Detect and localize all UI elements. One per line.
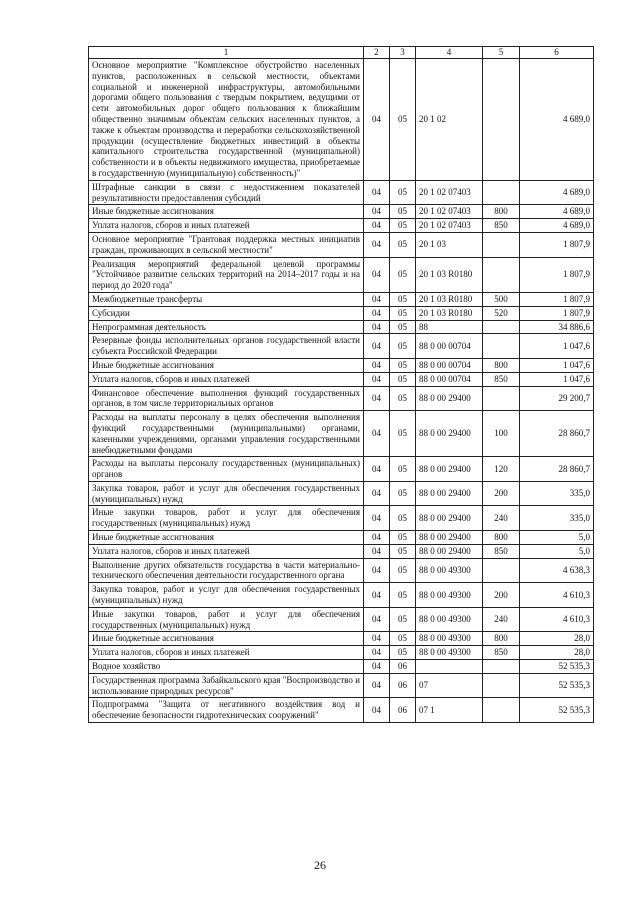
amount-cell: 1 807,9	[520, 232, 594, 257]
subsection-code-cell: 05	[390, 583, 416, 608]
expense-type-cell	[483, 180, 520, 205]
target-article-cell: 88 0 00 29400	[416, 506, 483, 531]
subsection-code-cell: 05	[390, 292, 416, 306]
item-name-cell: Иные бюджетные ассигнования	[89, 531, 364, 545]
subsection-code-cell: 05	[390, 232, 416, 257]
target-article-cell: 20 1 02 07403	[416, 205, 483, 219]
table-row	[89, 334, 594, 359]
column-header: 5	[483, 47, 520, 59]
section-code-cell: 04	[364, 219, 390, 233]
target-article-cell: 88 0 00 29400	[416, 457, 483, 482]
section-code-cell: 04	[364, 372, 390, 386]
column-header: 2	[364, 47, 390, 59]
section-code-cell: 04	[364, 544, 390, 558]
amount-cell: 4 689,0	[520, 59, 594, 181]
header-row	[89, 47, 594, 59]
section-code-cell: 04	[364, 607, 390, 632]
item-name-cell: Реализация мероприятий федеральной целевой программы "Устойчивое развитие сельских территорий на 2014–2017 годы и на период до 2020 года"	[89, 257, 364, 292]
subsection-code-cell: 05	[390, 219, 416, 233]
item-name-cell: Основное мероприятие "Комплексное обустройство населенных пунктов, расположенных в сельской местности, объектами социальной и инженерной инфраструктуры, автомобильными дорогами общего пользования с твердым покрытием, ведущими от сети автомобильных дорог общего пользования к ближайшим общественно значимым объектам сельских населенных пунктов, а также к объектам производства и переработки сельскохозяйственной продукции (осуществление бюджетных инвестиций в объекты капитального строительства государственной (муниципальной) собственности и в объекты недвижимого имущества, приобретаемые в государственную (муниципальную) собственность)"	[89, 59, 364, 181]
expense-type-cell: 500	[483, 292, 520, 306]
section-code-cell: 04	[364, 358, 390, 372]
amount-cell: 52 535,3	[520, 660, 594, 674]
expense-type-cell	[483, 386, 520, 411]
item-name-cell: Расходы на выплаты персоналу государственных (муниципальных) органов	[89, 457, 364, 482]
section-code-cell: 04	[364, 59, 390, 181]
section-code-cell: 04	[364, 320, 390, 334]
subsection-code-cell: 05	[390, 632, 416, 646]
expense-type-cell: 240	[483, 506, 520, 531]
target-article-cell	[416, 660, 483, 674]
target-article-cell: 20 1 02 07403	[416, 180, 483, 205]
item-name-cell: Уплата налогов, сборов и иных платежей	[89, 219, 364, 233]
section-code-cell: 04	[364, 386, 390, 411]
table-row	[89, 232, 594, 257]
target-article-cell: 88 0 00 00704	[416, 372, 483, 386]
amount-cell: 5,0	[520, 544, 594, 558]
target-article-cell: 88 0 00 29400	[416, 531, 483, 545]
table-row	[89, 673, 594, 698]
table-row	[89, 219, 594, 233]
expense-type-cell: 200	[483, 583, 520, 608]
amount-cell: 52 535,3	[520, 673, 594, 698]
target-article-cell: 88 0 00 49300	[416, 632, 483, 646]
table-row	[89, 506, 594, 531]
item-name-cell: Государственная программа Забайкальского края "Воспроизводство и использование природных ресурсов"	[89, 673, 364, 698]
subsection-code-cell: 05	[390, 205, 416, 219]
target-article-cell: 88 0 00 29400	[416, 544, 483, 558]
table-row	[89, 372, 594, 386]
item-name-cell: Штрафные санкции в связи с недостижением показателей результативности предоставления субсидий	[89, 180, 364, 205]
expense-type-cell: 240	[483, 607, 520, 632]
expense-type-cell: 100	[483, 411, 520, 457]
column-header: 1	[89, 47, 364, 59]
expense-type-cell: 800	[483, 205, 520, 219]
item-name-cell: Выполнение других обязательств государства в части материально-технического обеспечения деятельности государственного органа	[89, 558, 364, 583]
amount-cell: 34 886,6	[520, 320, 594, 334]
section-code-cell: 04	[364, 660, 390, 674]
table-row	[89, 531, 594, 545]
subsection-code-cell: 05	[390, 386, 416, 411]
expense-type-cell	[483, 660, 520, 674]
table-row	[89, 320, 594, 334]
target-article-cell: 20 1 03	[416, 232, 483, 257]
target-article-cell: 88	[416, 320, 483, 334]
section-code-cell: 04	[364, 306, 390, 320]
amount-cell: 28,0	[520, 646, 594, 660]
subsection-code-cell: 05	[390, 544, 416, 558]
target-article-cell: 20 1 03 R0180	[416, 257, 483, 292]
subsection-code-cell: 05	[390, 306, 416, 320]
section-code-cell: 04	[364, 583, 390, 608]
table-row	[89, 481, 594, 506]
table-row	[89, 698, 594, 723]
subsection-code-cell: 05	[390, 558, 416, 583]
subsection-code-cell: 05	[390, 531, 416, 545]
table-row	[89, 386, 594, 411]
amount-cell: 335,0	[520, 506, 594, 531]
column-header: 3	[390, 47, 416, 59]
amount-cell: 28 860,7	[520, 457, 594, 482]
target-article-cell: 07	[416, 673, 483, 698]
subsection-code-cell: 05	[390, 372, 416, 386]
section-code-cell: 04	[364, 558, 390, 583]
table-row	[89, 646, 594, 660]
amount-cell: 335,0	[520, 481, 594, 506]
expense-type-cell: 800	[483, 531, 520, 545]
table-row	[89, 59, 594, 181]
item-name-cell: Закупка товаров, работ и услуг для обеспечения государственных (муниципальных) нужд	[89, 481, 364, 506]
section-code-cell: 04	[364, 411, 390, 457]
section-code-cell: 04	[364, 646, 390, 660]
amount-cell: 5,0	[520, 531, 594, 545]
table-row	[89, 306, 594, 320]
table-row	[89, 607, 594, 632]
target-article-cell: 88 0 00 00704	[416, 334, 483, 359]
subsection-code-cell: 05	[390, 257, 416, 292]
item-name-cell: Иные закупки товаров, работ и услуг для обеспечения государственных (муниципальных) нужд	[89, 607, 364, 632]
table-body	[89, 59, 594, 723]
table-row	[89, 660, 594, 674]
expense-type-cell: 800	[483, 358, 520, 372]
target-article-cell: 07 1	[416, 698, 483, 723]
amount-cell: 28 860,7	[520, 411, 594, 457]
expense-type-cell: 800	[483, 632, 520, 646]
amount-cell: 4 689,0	[520, 205, 594, 219]
amount-cell: 1 807,9	[520, 257, 594, 292]
target-article-cell: 88 0 00 29400	[416, 411, 483, 457]
subsection-code-cell: 06	[390, 698, 416, 723]
amount-cell: 28,0	[520, 632, 594, 646]
amount-cell: 4 610,3	[520, 607, 594, 632]
subsection-code-cell: 05	[390, 481, 416, 506]
subsection-code-cell: 05	[390, 411, 416, 457]
target-article-cell: 88 0 00 49300	[416, 646, 483, 660]
expense-type-cell	[483, 334, 520, 359]
item-name-cell: Основное мероприятие "Грантовая поддержка местных инициатив граждан, проживающих в сельской местности"	[89, 232, 364, 257]
expense-type-cell	[483, 673, 520, 698]
amount-cell: 1 807,9	[520, 306, 594, 320]
section-code-cell: 04	[364, 673, 390, 698]
expense-type-cell	[483, 257, 520, 292]
item-name-cell: Резервные фонды исполнительных органов государственной власти субъекта Российской Федерации	[89, 334, 364, 359]
subsection-code-cell: 05	[390, 59, 416, 181]
section-code-cell: 04	[364, 632, 390, 646]
subsection-code-cell: 05	[390, 320, 416, 334]
item-name-cell: Иные бюджетные ассигнования	[89, 632, 364, 646]
section-code-cell: 04	[364, 531, 390, 545]
table-row	[89, 632, 594, 646]
table-row	[89, 358, 594, 372]
item-name-cell: Подпрограмма "Защита от негативного воздействия вод и обеспечение безопасности гидротехнических сооружений"	[89, 698, 364, 723]
expense-type-cell	[483, 232, 520, 257]
section-code-cell: 04	[364, 334, 390, 359]
item-name-cell: Межбюджетные трансферты	[89, 292, 364, 306]
amount-cell: 1 047,6	[520, 372, 594, 386]
subsection-code-cell: 06	[390, 673, 416, 698]
section-code-cell: 04	[364, 457, 390, 482]
section-code-cell: 04	[364, 292, 390, 306]
item-name-cell: Финансовое обеспечение выполнения функций государственных органов, в том числе территориальных органов	[89, 386, 364, 411]
target-article-cell: 20 1 03 R0180	[416, 306, 483, 320]
amount-cell: 29 200,7	[520, 386, 594, 411]
section-code-cell: 04	[364, 180, 390, 205]
section-code-cell: 04	[364, 257, 390, 292]
column-header: 6	[520, 47, 594, 59]
target-article-cell: 88 0 00 49300	[416, 558, 483, 583]
amount-cell: 1 807,9	[520, 292, 594, 306]
target-article-cell: 88 0 00 00704	[416, 358, 483, 372]
expense-type-cell: 850	[483, 544, 520, 558]
amount-cell: 1 047,6	[520, 334, 594, 359]
item-name-cell: Закупка товаров, работ и услуг для обеспечения государственных (муниципальных) нужд	[89, 583, 364, 608]
expense-type-cell: 520	[483, 306, 520, 320]
subsection-code-cell: 05	[390, 607, 416, 632]
subsection-code-cell: 05	[390, 506, 416, 531]
item-name-cell: Уплата налогов, сборов и иных платежей	[89, 646, 364, 660]
item-name-cell: Иные бюджетные ассигнования	[89, 205, 364, 219]
table-row	[89, 257, 594, 292]
target-article-cell: 20 1 02 07403	[416, 219, 483, 233]
item-name-cell: Иные закупки товаров, работ и услуг для обеспечения государственных (муниципальных) нужд	[89, 506, 364, 531]
amount-cell: 52 535,3	[520, 698, 594, 723]
item-name-cell: Непрограммная деятельность	[89, 320, 364, 334]
expense-type-cell: 200	[483, 481, 520, 506]
expense-type-cell	[483, 320, 520, 334]
amount-cell: 4 610,3	[520, 583, 594, 608]
amount-cell: 4 689,0	[520, 180, 594, 205]
item-name-cell: Уплата налогов, сборов и иных платежей	[89, 372, 364, 386]
amount-cell: 4 689,0	[520, 219, 594, 233]
subsection-code-cell: 05	[390, 358, 416, 372]
subsection-code-cell: 05	[390, 334, 416, 359]
target-article-cell: 88 0 00 29400	[416, 386, 483, 411]
table-row	[89, 205, 594, 219]
target-article-cell: 88 0 00 29400	[416, 481, 483, 506]
subsection-code-cell: 05	[390, 457, 416, 482]
table-row	[89, 457, 594, 482]
column-header: 4	[416, 47, 483, 59]
expense-type-cell: 120	[483, 457, 520, 482]
expense-type-cell	[483, 558, 520, 583]
budget-table	[88, 46, 594, 723]
section-code-cell: 04	[364, 506, 390, 531]
expense-type-cell	[483, 59, 520, 181]
item-name-cell: Водное хозяйство	[89, 660, 364, 674]
target-article-cell: 20 1 02	[416, 59, 483, 181]
item-name-cell: Иные бюджетные ассигнования	[89, 358, 364, 372]
target-article-cell: 88 0 00 49300	[416, 607, 483, 632]
page-number: 26	[314, 858, 326, 872]
table-row	[89, 544, 594, 558]
amount-cell: 4 638,3	[520, 558, 594, 583]
table-row	[89, 180, 594, 205]
subsection-code-cell: 06	[390, 660, 416, 674]
expense-type-cell: 850	[483, 219, 520, 233]
table-row	[89, 292, 594, 306]
expense-type-cell: 850	[483, 646, 520, 660]
item-name-cell: Расходы на выплаты персоналу в целях обеспечения выполнения функций государственными (муниципальными) органами, казенными учреждениями, органами управления государственными внебюджетными фондами	[89, 411, 364, 457]
item-name-cell: Уплата налогов, сборов и иных платежей	[89, 544, 364, 558]
target-article-cell: 20 1 03 R0180	[416, 292, 483, 306]
amount-cell: 1 047,6	[520, 358, 594, 372]
section-code-cell: 04	[364, 232, 390, 257]
item-name-cell: Субсидии	[89, 306, 364, 320]
target-article-cell: 88 0 00 49300	[416, 583, 483, 608]
section-code-cell: 04	[364, 205, 390, 219]
section-code-cell: 04	[364, 698, 390, 723]
expense-type-cell	[483, 698, 520, 723]
subsection-code-cell: 05	[390, 646, 416, 660]
table-row	[89, 411, 594, 457]
section-code-cell: 04	[364, 481, 390, 506]
table-row	[89, 583, 594, 608]
subsection-code-cell: 05	[390, 180, 416, 205]
table-row	[89, 558, 594, 583]
expense-type-cell: 850	[483, 372, 520, 386]
